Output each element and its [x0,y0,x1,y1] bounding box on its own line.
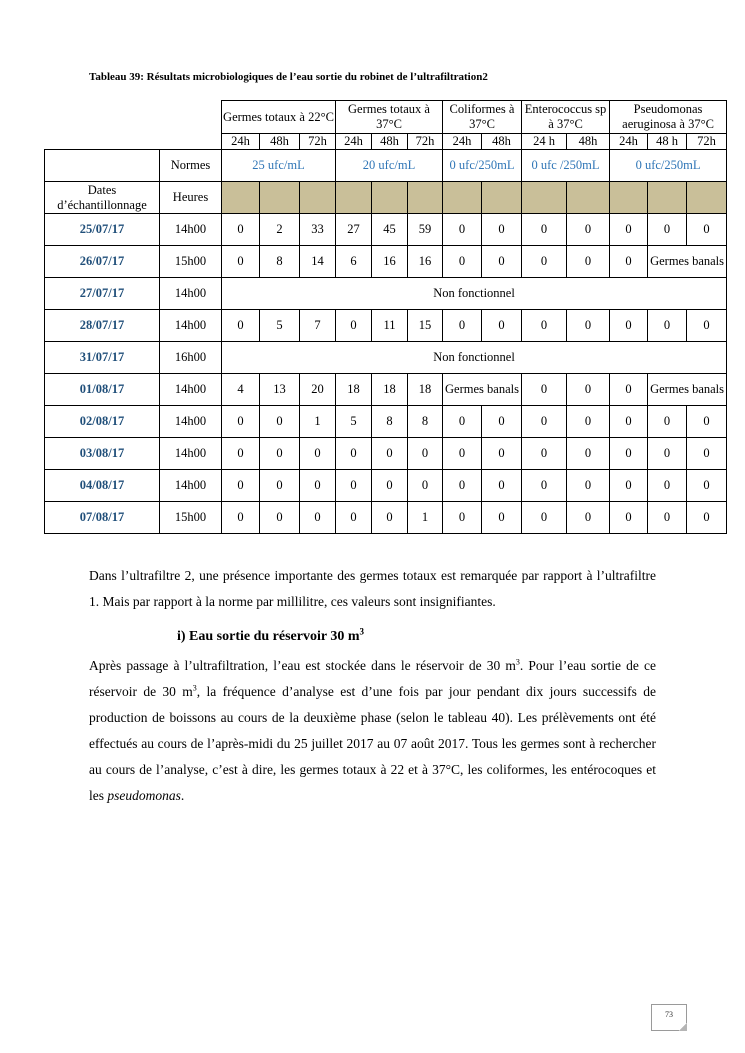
value-cell: 0 [610,470,648,502]
value-cell: 11 [372,310,408,342]
time-header: 48h [372,134,408,150]
date-cell: 28/07/17 [45,310,160,342]
date-cell: 02/08/17 [45,406,160,438]
date-cell: 04/08/17 [45,470,160,502]
value-cell: 27 [336,214,372,246]
hour-cell: 14h00 [160,214,222,246]
time-header: 72h [300,134,336,150]
value-cell: 0 [482,246,522,278]
value-cell: 0 [567,470,610,502]
value-cell: 45 [372,214,408,246]
date-cell: 31/07/17 [45,342,160,374]
table-row [45,502,727,534]
paragraph-text: . Pour l’eau sortie de ce réservoir de 30 m [89,658,656,699]
value-cell: 0 [687,310,727,342]
value-cell: 0 [522,246,567,278]
value-cell: 0 [522,438,567,470]
table-caption: Tableau 39: Résultats microbiologiques de l’eau sortie du robinet de l’ultrafiltration2 [89,71,488,83]
value-cell: 0 [443,438,482,470]
value-cell: 13 [260,374,300,406]
norm-value: 0 ufc /250mL [522,150,610,182]
value-cell: 0 [567,246,610,278]
value-cell: 0 [222,214,260,246]
norm-value: 25 ufc/mL [222,150,336,182]
germes-banals-cell: Germes banals [648,374,727,406]
value-cell: 0 [222,438,260,470]
heures-label: Heures [160,182,222,214]
time-header: 48h [567,134,610,150]
value-cell: 2 [260,214,300,246]
value-cell: 5 [260,310,300,342]
value-cell: 0 [610,438,648,470]
value-cell: 0 [443,214,482,246]
value-cell: 0 [522,214,567,246]
norm-value: 20 ufc/mL [336,150,443,182]
value-cell: 0 [610,374,648,406]
value-cell: 8 [372,406,408,438]
value-cell: 0 [648,470,687,502]
value-cell: 0 [610,502,648,534]
value-cell: 0 [300,438,336,470]
value-cell: 0 [372,502,408,534]
paragraph-ultrafiltre: Dans l’ultrafiltre 2, une présence importante des germes totaux est remarquée par rapport à l’ultrafiltre 1. Mais par rapport à la norme par millilitre, ces valeurs sont insignifiantes. [89,568,656,609]
page-curl-icon [679,1023,687,1031]
group-header: Germes totaux à 37°C [336,101,443,134]
value-cell: 0 [222,406,260,438]
value-cell: 0 [300,470,336,502]
dates-label: Dates d’échantillonnage [45,182,160,214]
value-cell: 0 [648,502,687,534]
value-cell: 14 [300,246,336,278]
value-cell: 0 [443,470,482,502]
value-cell: 0 [482,406,522,438]
value-cell: 0 [522,406,567,438]
date-cell: 07/08/17 [45,502,160,534]
paragraph-text: Après passage à l’ultrafiltration, l’eau est stockée dans le réservoir de 30 m [89,658,516,673]
superscript: 3 [515,657,520,667]
page-number [651,1004,687,1031]
value-cell: 0 [222,502,260,534]
value-cell: 0 [408,438,443,470]
value-cell: 0 [648,438,687,470]
norm-value: 0 ufc/250mL [443,150,522,182]
value-cell: 16 [372,246,408,278]
non-fonctionnel-cell: Non fonctionnel [222,342,727,374]
section-heading [177,626,364,645]
value-cell: 18 [372,374,408,406]
norm-value: 0 ufc/250mL [610,150,727,182]
non-fonctionnel-cell: Non fonctionnel [222,278,727,310]
date-cell: 03/08/17 [45,438,160,470]
normes-row [45,150,727,182]
value-cell: 18 [336,374,372,406]
value-cell: 5 [336,406,372,438]
value-cell: 0 [687,502,727,534]
value-cell: 0 [648,310,687,342]
time-header: 24h [610,134,648,150]
page-number-text: 73 [665,1010,673,1019]
table-row [45,246,727,278]
value-cell: 0 [443,502,482,534]
value-cell: 0 [336,502,372,534]
value-cell: 8 [408,406,443,438]
value-cell: 0 [482,502,522,534]
value-cell: 0 [522,310,567,342]
time-header: 48 h [648,134,687,150]
value-cell: 0 [260,470,300,502]
normes-label: Normes [160,150,222,182]
value-cell: 0 [567,374,610,406]
value-cell: 0 [408,470,443,502]
value-cell: 0 [482,214,522,246]
value-cell: 33 [300,214,336,246]
value-cell: 0 [522,374,567,406]
date-cell: 27/07/17 [45,278,160,310]
hour-cell: 14h00 [160,374,222,406]
value-cell: 0 [567,438,610,470]
section-heading-text: i) Eau sortie du réservoir 30 m [177,629,360,644]
table-row [45,342,727,374]
date-cell: 25/07/17 [45,214,160,246]
time-header: 24 h [522,134,567,150]
header-time-row [45,134,727,150]
value-cell: 0 [610,406,648,438]
time-header: 72h [408,134,443,150]
table-row [45,470,727,502]
date-cell: 26/07/17 [45,246,160,278]
value-cell: 0 [567,214,610,246]
value-cell: 0 [372,470,408,502]
hour-cell: 14h00 [160,406,222,438]
value-cell: 0 [443,406,482,438]
paragraph-text: , la fréquence d’analyse est d’une fois par jour pendant dix jours successifs de production de boissons au cours de la deuxième phase (selon le tableau 40). Les prélèvements ont été effectués au cours de l’après-midi du 25 juillet 2017 au 07 août 2017. Tous les germes sont à rechercher au cours de l’analyse, c’est à dire, les germes totaux à 22 et à 37°C, les coliformes, les entérocoques et les [89,684,657,803]
value-cell: 0 [336,470,372,502]
time-header: 24h [336,134,372,150]
value-cell: 0 [222,470,260,502]
value-cell: 0 [260,502,300,534]
table-row [45,214,727,246]
time-header: 72h [687,134,727,150]
value-cell: 4 [222,374,260,406]
hour-cell: 15h00 [160,246,222,278]
value-cell: 0 [443,310,482,342]
value-cell: 6 [336,246,372,278]
group-header: Pseudomonas aeruginosa à 37°C [610,101,727,134]
table-row [45,374,727,406]
value-cell: 0 [610,246,648,278]
table-row [45,406,727,438]
value-cell: 1 [300,406,336,438]
hour-cell: 14h00 [160,310,222,342]
hour-cell: 14h00 [160,470,222,502]
value-cell: 15 [408,310,443,342]
value-cell: 0 [522,470,567,502]
superscript: 3 [192,683,197,693]
value-cell: 0 [567,502,610,534]
value-cell: 0 [336,310,372,342]
header-group-row [45,101,727,134]
value-cell: 0 [648,214,687,246]
value-cell: 0 [610,310,648,342]
value-cell: 0 [260,406,300,438]
value-cell: 1 [408,502,443,534]
group-header: Coliformes à 37°C [443,101,522,134]
value-cell: 0 [687,470,727,502]
date-cell: 01/08/17 [45,374,160,406]
value-cell: 0 [222,246,260,278]
section-heading-sup: 3 [359,626,364,637]
time-header: 48h [482,134,522,150]
time-header: 24h [443,134,482,150]
value-cell: 0 [687,438,727,470]
results-table [44,100,727,534]
paragraph-reservoir [89,653,656,809]
value-cell: 0 [687,406,727,438]
hour-cell: 15h00 [160,502,222,534]
value-cell: 0 [300,502,336,534]
table-row [45,438,727,470]
value-cell: 0 [648,406,687,438]
value-cell: 59 [408,214,443,246]
value-cell: 20 [300,374,336,406]
value-cell: 0 [567,406,610,438]
value-cell: 0 [610,214,648,246]
value-cell: 0 [260,438,300,470]
value-cell: 0 [522,502,567,534]
table-row [45,310,727,342]
value-cell: 8 [260,246,300,278]
hour-cell: 14h00 [160,438,222,470]
group-header: Enterococcus sp à 37°C [522,101,610,134]
group-header: Germes totaux à 22°C [222,101,336,134]
value-cell: 0 [222,310,260,342]
value-cell: 0 [372,438,408,470]
value-cell: 0 [567,310,610,342]
value-cell: 16 [408,246,443,278]
column-labels-row [45,182,727,214]
italic-term: pseudomonas [107,788,181,803]
value-cell: 0 [482,438,522,470]
table-row [45,278,727,310]
value-cell: 7 [300,310,336,342]
value-cell: 0 [482,310,522,342]
value-cell: 0 [482,470,522,502]
hour-cell: 16h00 [160,342,222,374]
germes-banals-cell: Germes banals [648,246,727,278]
hour-cell: 14h00 [160,278,222,310]
time-header: 24h [222,134,260,150]
value-cell: 0 [443,246,482,278]
value-cell: 18 [408,374,443,406]
time-header: 48h [260,134,300,150]
value-cell: 0 [687,214,727,246]
value-cell: 0 [336,438,372,470]
germes-banals-cell: Germes banals [443,374,522,406]
paragraph-text: . [180,788,185,803]
